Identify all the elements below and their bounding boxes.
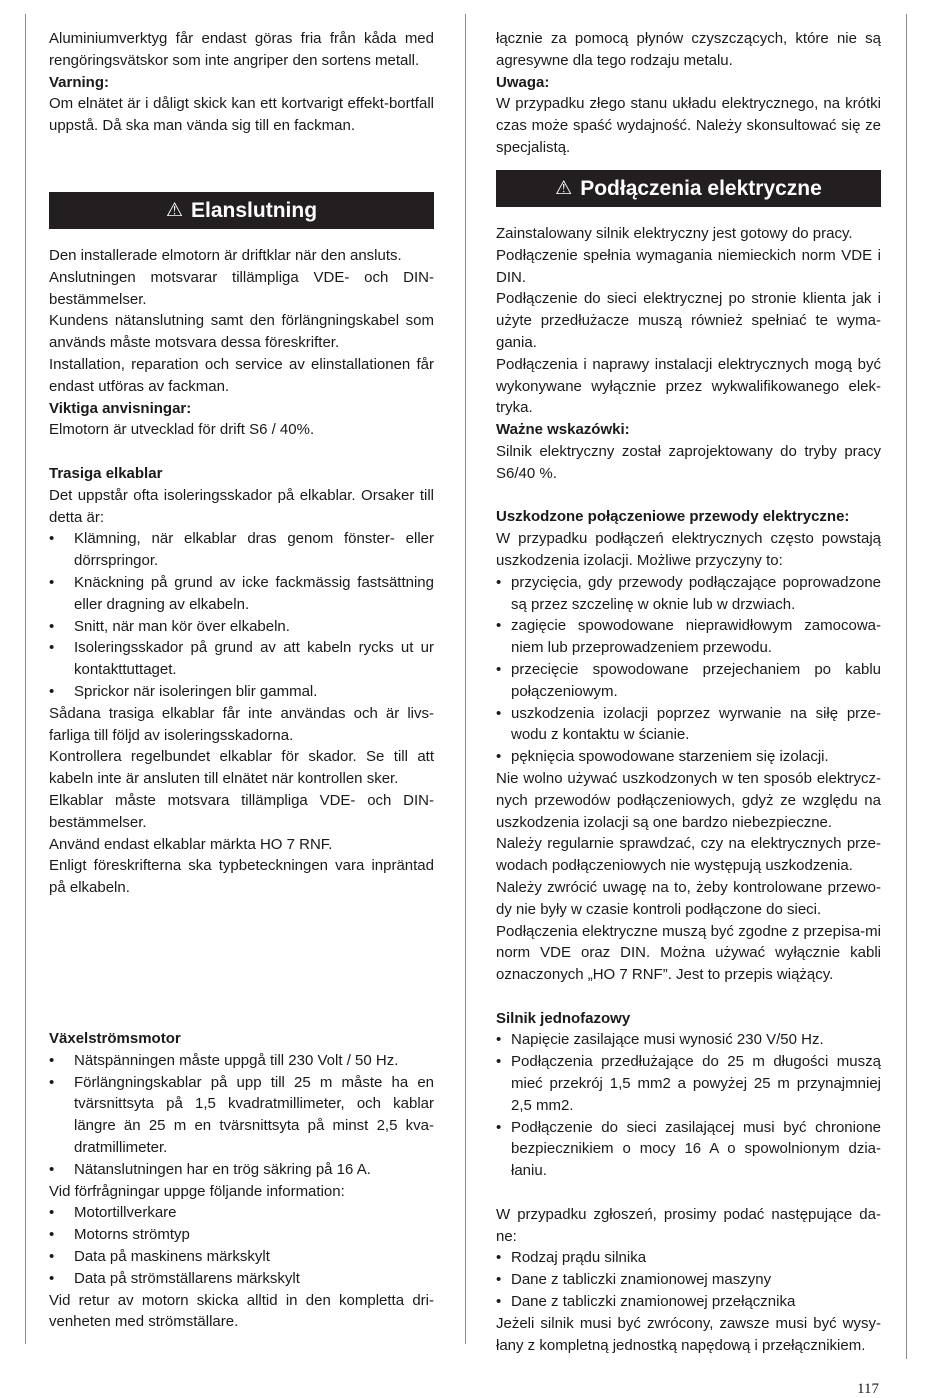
list-item: • Förlängningskablar på upp till 25 m måste ha en tvärsnittsyta på 1,5 kvadratmillimeter, och kablar längre än 25 m en tvärsnittsyta på minst 2,5 kva-dratmillimeter.	[49, 1072, 434, 1159]
sv-ac-heading: Växelströmsmotor	[49, 1030, 181, 1047]
sv-section-title: Elanslutning	[191, 198, 318, 222]
pl-ac-heading: Silnik jednofazowy	[496, 1009, 631, 1027]
sv-intro-paragraphs	[49, 28, 434, 137]
list-item: • Data på strömställarens märkskylt	[49, 1268, 434, 1290]
list-item: • pęknięcia spowodowane starzeniem się izolacji.	[496, 746, 881, 768]
list-item: • uszkodzenia izolacji poprzez wyrwanie na siłę prze-wodu z kontaktu w ścianie.	[496, 703, 881, 747]
page-number: 117	[857, 1381, 879, 1397]
list-item: • zagięcie spowodowane nieprawidłowym zamocowa-niem lub przeprowadzeniem przewodu.	[496, 615, 881, 659]
list-item: • Dane z tabliczki znamionowej przełącznika	[496, 1291, 881, 1313]
pl-section-header	[496, 170, 881, 207]
pl-damaged-intro: W przypadku podłączeń elektrycznych często powstają uszkodzenia izolacji. Możliwe przyczyny to:	[496, 530, 881, 569]
paragraph: Sådana trasiga elkablar får inte användas och är livs-farliga till följd av isoleringsskadorna.	[49, 704, 434, 744]
sv-damaged-intro: Det uppstår ofta isoleringsskador på elkablar. Orsaker till detta är:	[49, 486, 434, 526]
pl-info-intro: W przypadku zgłoszeń, prosimy podać następujące da-ne:	[496, 1205, 881, 1245]
bold-label: Ważne wskazówki:	[496, 421, 630, 439]
sv-section-title-bar	[49, 192, 434, 229]
sv-closing: Vid retur av motorn skicka alltid in den kompletta dri-venheten med strömställare.	[49, 1291, 434, 1331]
pl-section-title-bar	[496, 170, 881, 207]
sv-info-intro: Vid förfrågningar uppge följande information:	[49, 1182, 345, 1200]
paragraph: Anslutningen motsvarar tillämpliga VDE- och DIN-bestämmelser.	[49, 268, 434, 308]
paragraph: łącznie za pomocą płynów czyszczących, które nie są agresywne dla tego rodzaju metalu.	[496, 30, 881, 69]
list-item: • Sprickor när isoleringen blir gammal.	[49, 681, 434, 703]
list-item: • Isoleringsskador på grund av att kabeln rycks ut ur kontakttuttaget.	[49, 637, 434, 681]
pl-main-body	[496, 223, 881, 1356]
list-item: • Nätspänningen måste uppgå till 230 Volt / 50 Hz.	[49, 1050, 434, 1072]
list-item: • Napięcie zasilające musi wynosić 230 V/50 Hz.	[496, 1029, 881, 1051]
pl-intro	[496, 28, 881, 159]
column-divider-rule	[465, 14, 466, 1344]
sv-damaged-heading: Trasiga elkablar	[49, 464, 163, 482]
right-margin-rule	[906, 14, 907, 1359]
sv-body1	[49, 245, 434, 441]
paragraph: Elmotorn är utvecklad för drift S6 / 40%.	[49, 421, 315, 439]
list-item: • Klämning, när elkablar dras genom fönster- eller dörrspringor.	[49, 528, 434, 572]
paragraph: Należy zwrócić uwagę na to, żeby kontrolowane przewo-dy nie były w czasie kontroli podłączone do sieci.	[496, 878, 881, 918]
list-item: • Motorns strömtyp	[49, 1224, 434, 1246]
paragraph: Aluminiumverktyg får endast göras fria från kåda med rengöringsvätskor som inte angriper den sortens metall.	[49, 30, 434, 69]
pl-closing: Jeżeli silnik musi być zwrócony, zawsze musi być wysy-łany z kompletną jednostką napędową i przełącznikiem.	[496, 1314, 881, 1354]
sv-info-list	[49, 1202, 434, 1289]
paragraph: W przypadku złego stanu układu elektrycznego, na krótki czas może spaść wydajność. Należy skonsultować się ze specjalistą.	[496, 95, 881, 156]
warning-triangle-icon: ⚠	[555, 177, 573, 199]
pl-damaged-heading: Uszkodzone połączeniowe przewody elektryczne:	[496, 508, 850, 526]
pl-section-title: Podłączenia elektryczne	[580, 176, 822, 200]
paragraph: Kontrollera regelbundet elkablar för skador. Se till att kabeln inte är ansluten till elnätet när kontrollen sker.	[49, 748, 434, 788]
bold-label: Uwaga:	[496, 73, 550, 91]
pl-ac-list	[496, 1029, 881, 1182]
paragraph: Elkablar måste motsvara tillämpliga VDE- och DIN-bestämmelser.	[49, 791, 434, 831]
paragraph: Podłączenia i naprawy instalacji elektrycznych mogą być wykonywane wyłącznie przez wykwalifikowanego elek-tryka.	[496, 355, 881, 417]
paragraph: Om elnätet är i dåligt skick kan ett kortvarigt effekt-bortfall uppstå. Då ska man vända sig till en fackman.	[49, 95, 434, 135]
bold-label: Varning:	[49, 73, 110, 91]
list-item: • Podłączenia przedłużające do 25 m długości muszą mieć przekrój 1,5 mm2 a powyżej 25 m przynajmniej 2,5 mm2.	[496, 1051, 881, 1116]
list-item: • Nätanslutningen har en trög säkring på 16 A.	[49, 1159, 434, 1181]
paragraph: Podłączenie do sieci elektrycznej po stronie klienta jak i użyte przedłużacze muszą również spełniać te wyma-gania.	[496, 290, 881, 351]
pl-intro-paragraphs	[496, 28, 881, 159]
sv-section-header	[49, 192, 434, 229]
paragraph: Kundens nätanslutning samt den förlängningskabel som används måste motsvara dessa föreskrifter.	[49, 312, 434, 352]
list-item: • przycięcia, gdy przewody podłączające poprowadzone są przez szczelinę w oknie lub w drzwiach.	[496, 572, 881, 616]
list-item: • Data på maskinens märkskylt	[49, 1246, 434, 1268]
warning-triangle-icon: ⚠	[165, 199, 184, 221]
list-item: • Rodzaj prądu silnika	[496, 1247, 881, 1269]
paragraph: Den installerade elmotorn är driftklar när den ansluts.	[49, 247, 402, 264]
sv-intro	[49, 28, 434, 137]
paragraph: Podłączenie spełnia wymagania niemieckich norm VDE i DIN.	[496, 246, 881, 286]
paragraph: Enligt föreskrifterna ska typbeteckningen vara inpräntad på elkabeln.	[49, 857, 434, 897]
left-margin-rule	[25, 14, 26, 1344]
sv-ac-list	[49, 1050, 434, 1181]
sv-ac-motor	[49, 1028, 434, 1333]
pl-damaged-after	[496, 768, 881, 986]
paragraph: Nie wolno używać uszkodzonych w ten sposób elektrycz-nych przewodów podłączeniowych, gdyż ze względu na uszkodzenia izolacji są one bardzo niebezpieczne.	[496, 769, 881, 831]
paragraph: Podłączenia elektryczne muszą być zgodne z przepisa-mi norm VDE oraz DIN. Można używać wyłącznie kabli oznaczonych „HO 7 RNF”. Jest to przepis wiążący.	[496, 922, 881, 984]
paragraph: Silnik elektryczny został zaprojektowany do tryby pracy S6/40 %.	[496, 442, 881, 482]
bold-label: Viktiga anvisningar:	[49, 399, 192, 417]
pl-body1	[496, 223, 881, 485]
sv-damaged-list	[49, 528, 434, 702]
paragraph: Zainstalowany silnik elektryczny jest gotowy do pracy.	[496, 225, 853, 242]
list-item: • Podłączenie do sieci zasilającej musi być chronione bezpiecznikiem o mocy 16 A o spowolnionym dzia-łaniu.	[496, 1117, 881, 1182]
paragraph: Installation, reparation och service av elinstallationen får endast utföras av fackman.	[49, 355, 434, 395]
list-item: • Dane z tabliczki znamionowej maszyny	[496, 1269, 881, 1291]
sv-main-body	[49, 245, 434, 899]
list-item: • przecięcie spowodowane przejechaniem po kablu połączeniowym.	[496, 659, 881, 703]
paragraph: Należy regularnie sprawdzać, czy na elektrycznych prze-wodach podłączeniowych nie występują uszkodzenia.	[496, 835, 881, 875]
pl-damaged-list	[496, 572, 881, 768]
list-item: • Snitt, när man kör över elkabeln.	[49, 616, 434, 638]
list-item: • Motortillverkare	[49, 1202, 434, 1224]
sv-damaged-after	[49, 703, 434, 899]
pl-info-list	[496, 1247, 881, 1312]
paragraph: Använd endast elkablar märkta HO 7 RNF.	[49, 835, 333, 853]
list-item: • Knäckning på grund av icke fackmässig fastsättning eller dragning av elkabeln.	[49, 572, 434, 616]
